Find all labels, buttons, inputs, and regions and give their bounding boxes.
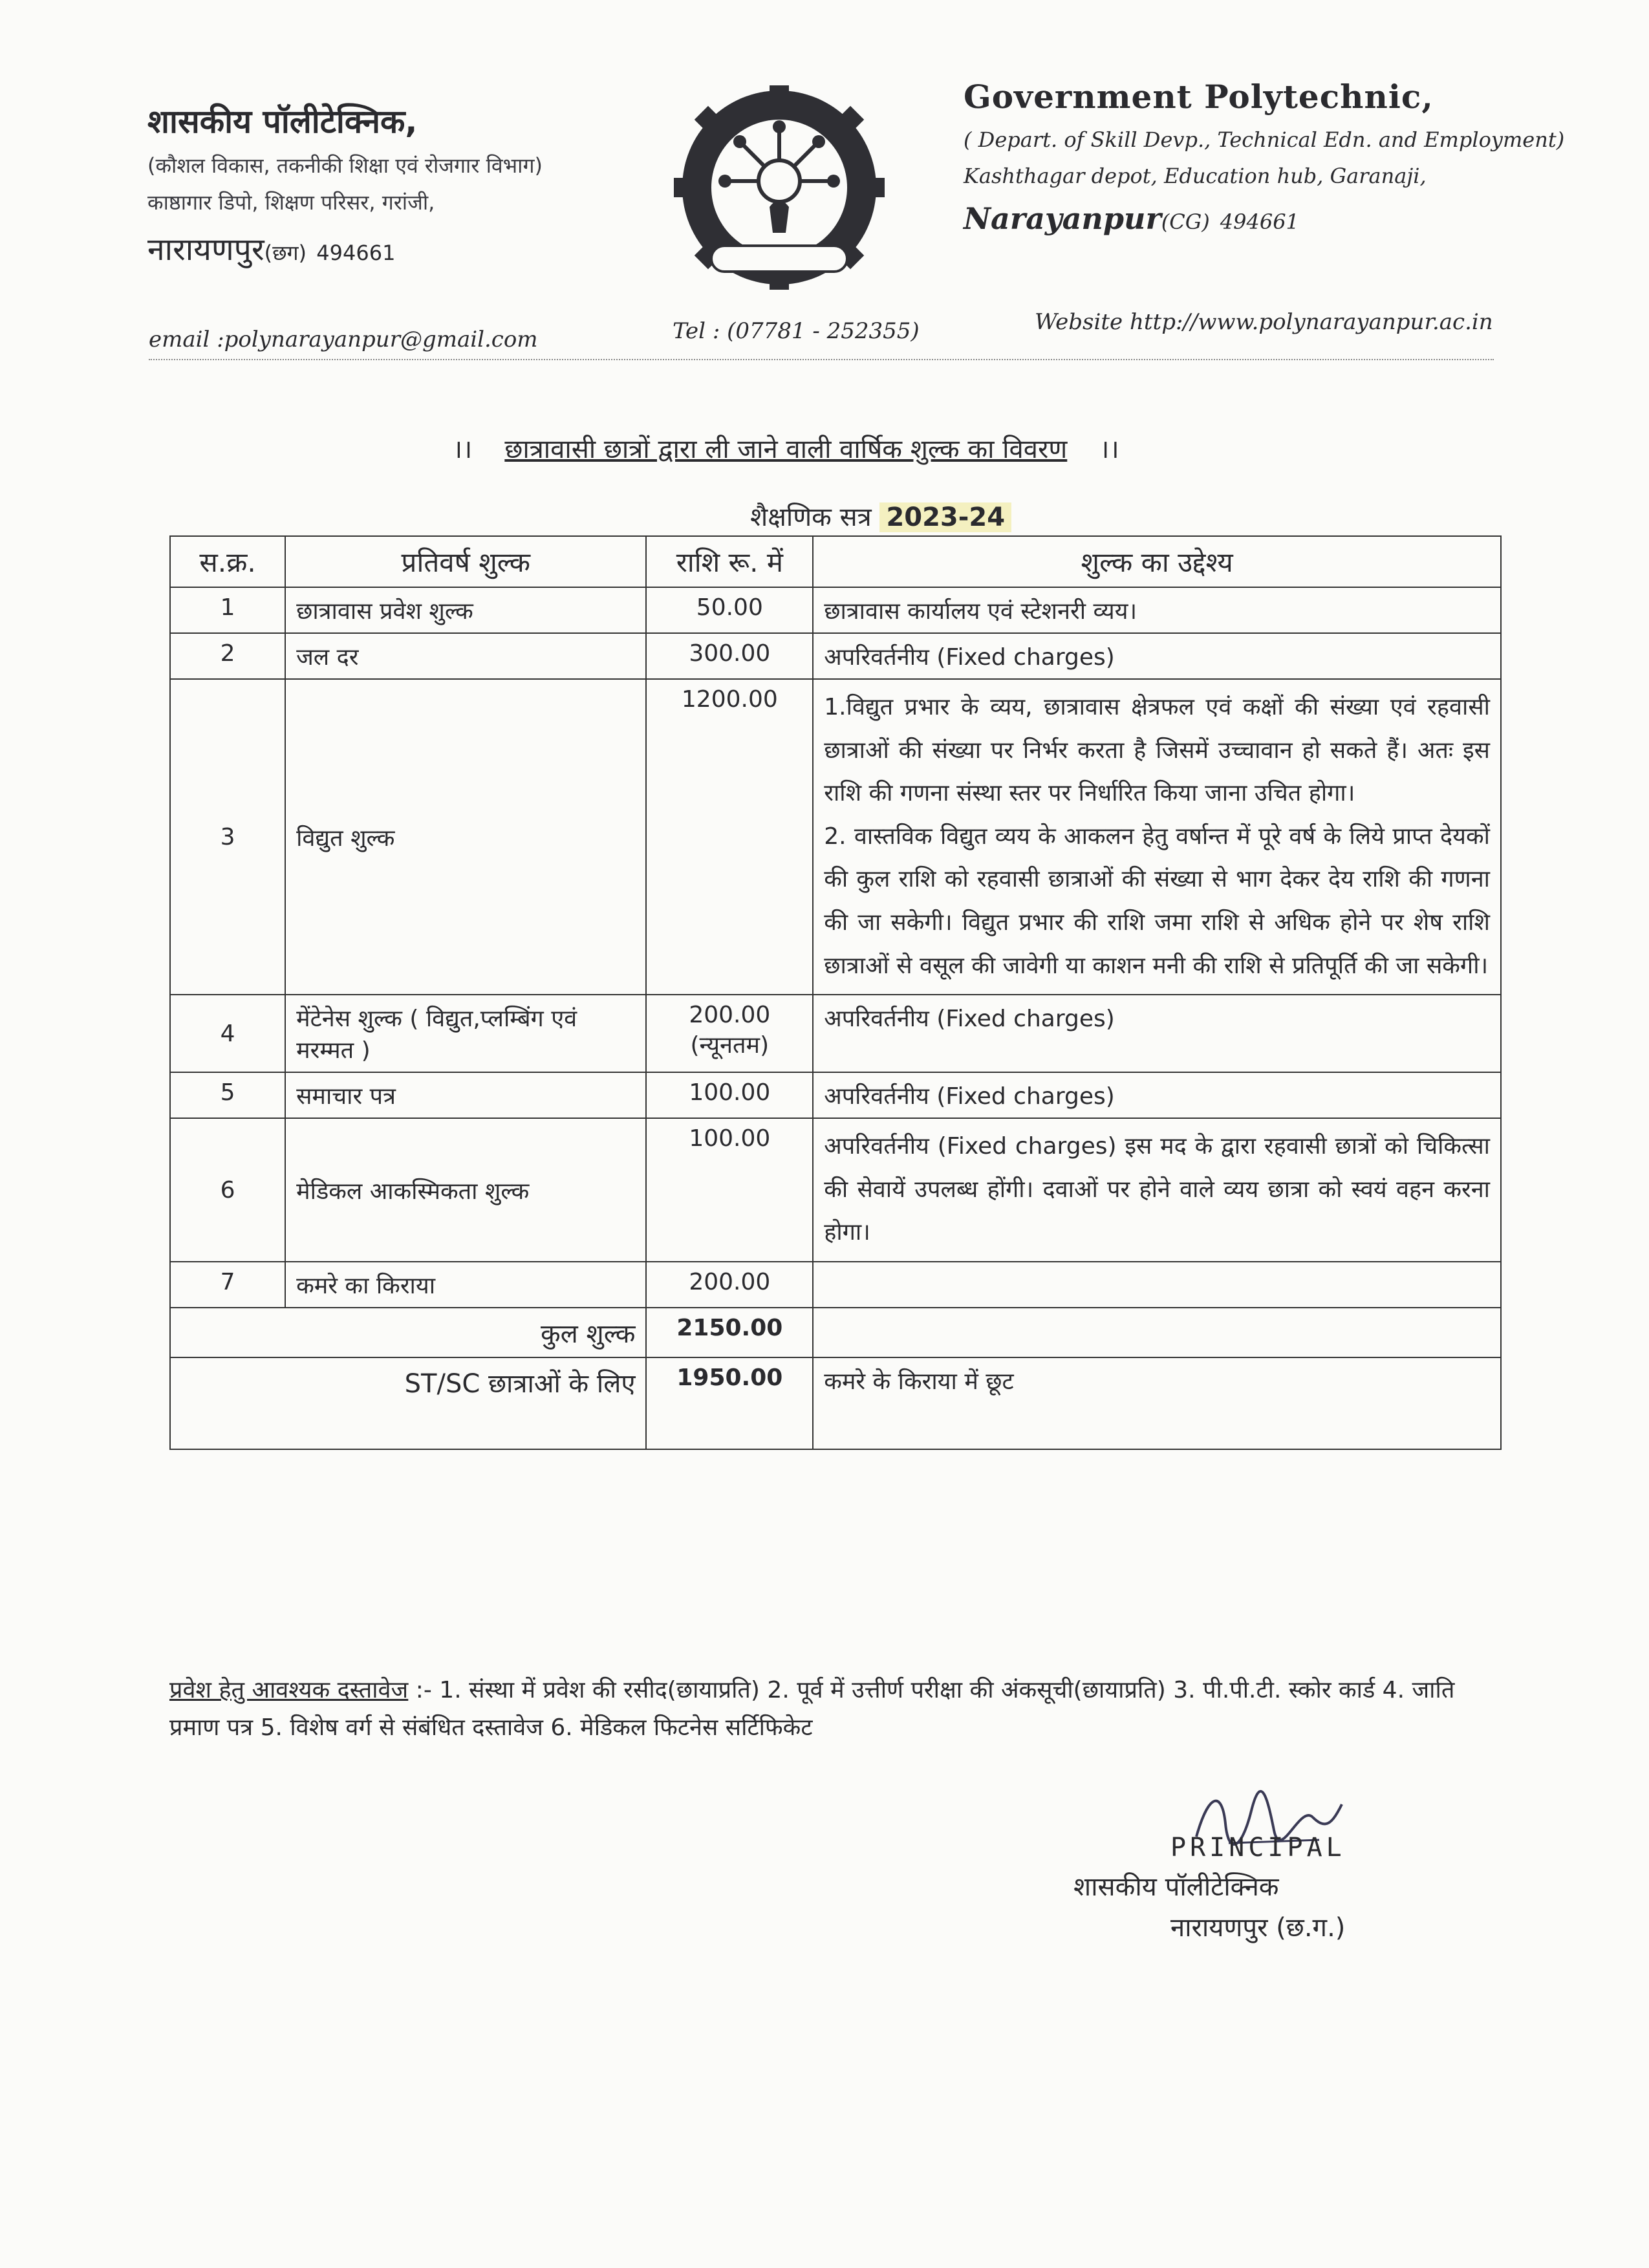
address-english: Kashthagar depot, Education hub, Garanaji, (964, 164, 1427, 188)
row-purpose (813, 1262, 1501, 1308)
institute-name-hindi: शासकीय पॉलीटेक्निक, (147, 103, 418, 140)
column-header-fee: प्रतिवर्ष शुल्क (285, 536, 646, 587)
table-row (170, 587, 1501, 633)
row-purpose: अपरिवर्तनीय (Fixed charges) इस मद के द्वारा रहवासी छात्रों को चिकित्सा की सेवायें उपलब्ध होंगी। दवाओं पर होने वाले व्यय छात्रा को स्वयं वहन करना होगा। (813, 1118, 1501, 1262)
row-purpose: अपरिवर्तनीय (Fixed charges) (813, 995, 1501, 1072)
row-fee-name: छात्रावास प्रवेश शुल्क (285, 587, 646, 633)
amount-note: (न्यूनतम) (690, 1032, 770, 1059)
header-english (964, 78, 1623, 236)
required-documents (169, 1672, 1502, 1746)
table-row (170, 633, 1501, 679)
total-label: कुल शुल्क (170, 1308, 646, 1357)
row-serial: 2 (170, 633, 285, 679)
row-serial: 1 (170, 587, 285, 633)
amount-value: 200.00 (689, 1002, 771, 1029)
row-serial: 4 (170, 995, 285, 1072)
row-purpose (813, 679, 1501, 995)
stsc-amount: 1950.00 (646, 1357, 813, 1449)
stsc-label: ST/SC छात्राओं के लिए (170, 1357, 646, 1449)
city-stamp: नारायणपुर (छ.ग.) (1170, 1913, 1346, 1943)
table-row (170, 1072, 1501, 1118)
address-hindi: काष्ठागार डिपो, शिक्षण परिसर, गरांजी, (147, 190, 435, 215)
column-header-amount: राशि रू. में (646, 536, 813, 587)
row-fee-name: मेंटेनेस शुल्क ( विद्युत,प्लम्बिंग एवं मरम्मत ) (285, 995, 646, 1072)
column-header-serial: स.क्र. (170, 536, 285, 587)
electricity-note-2: 2. वास्तविक विद्युत व्यय के आकलन हेतु वर्षान्त में पूरे वर्ष के लिये प्राप्त देयकों की कुल राशि को रहवासी छात्राओं की संख्या से भाग देकर देय राशि की गणना की जा सकेगी। विद्युत प्रभार की राशि जमा राशि से अधिक होने पर शेष राशि छात्राओं से वसूल की जावेगी या काशन मनी की राशि से प्रतिपूर्ति की जा सकेगी। (824, 823, 1490, 979)
institute-stamp: शासकीय पॉलीटेक्निक (1073, 1872, 1279, 1902)
row-fee-name: कमरे का किराया (285, 1262, 646, 1308)
fee-table (169, 535, 1502, 1450)
electricity-note-1: 1.विद्युत प्रभार के व्यय, छात्रावास क्षेत्रफल एवं कक्षों की संख्या एवं रहवासी छात्राओं की संख्या पर निर्भर करता है जिसमें उच्चावान हो सकते हैं। अतः इस राशि की गणना संस्था स्तर पर निर्धारित किया जाना उचित होगा। (824, 694, 1490, 807)
city-english: Narayanpur(CG) 494661 (964, 201, 1299, 236)
row-purpose: अपरिवर्तनीय (Fixed charges) (813, 1072, 1501, 1118)
principal-stamp: PRINCIPAL (1170, 1833, 1346, 1863)
total-amount: 2150.00 (646, 1308, 813, 1357)
row-serial: 3 (170, 679, 285, 995)
row-purpose: छात्रावास कार्यालय एवं स्टेशनरी व्यय। (813, 587, 1501, 633)
academic-session: शैक्षणिक सत्र 2023-24 (750, 498, 1011, 534)
table-row (170, 679, 1501, 995)
row-serial: 5 (170, 1072, 285, 1118)
institute-name-english: Government Polytechnic, (964, 78, 1434, 116)
row-serial: 6 (170, 1118, 285, 1262)
department-hindi: (कौशल विकास, तकनीकी शिक्षा एवं रोजगार विभाग) (147, 153, 543, 178)
header-hindi (147, 98, 665, 270)
row-amount: 100.00 (646, 1072, 813, 1118)
row-purpose: अपरिवर्तनीय (Fixed charges) (813, 633, 1501, 679)
column-header-purpose: शुल्क का उद्देश्य (813, 536, 1501, 587)
row-amount: 100.00 (646, 1118, 813, 1262)
row-fee-name: मेडिकल आकस्मिकता शुल्क (285, 1118, 646, 1262)
signature-block (1073, 1785, 1526, 1944)
row-amount (646, 995, 813, 1072)
department-english: ( Depart. of Skill Devp., Technical Edn. and Employment) (964, 127, 1565, 152)
documents-list: :- 1. संस्था में प्रवेश की रसीद(छायाप्रति) 2. पूर्व में उत्तीर्ण परीक्षा की अंकसूची(छायाप्रति) 3. पी.पी.टी. स्कोर कार्ड 4. जाति प्रमाण पत्र 5. विशेष वर्ग से संबंधित दस्तावेज 6. मेडिकल फिटनेस सर्टिफिकेट (169, 1677, 1455, 1741)
table-row (170, 1118, 1501, 1262)
telephone-number: Tel : (07781 - 252355) (673, 318, 920, 344)
table-row (170, 995, 1501, 1072)
institution-seal-icon (673, 84, 886, 297)
row-fee-name: विद्युत शुल्क (285, 679, 646, 995)
header-divider (149, 359, 1494, 360)
email-link[interactable]: email :polynarayanpur@gmail.com (149, 327, 538, 352)
document-title: ।। छात्रावासी छात्रों द्वारा ली जाने वाली वार्षिक शुल्क का विवरण ।। (453, 435, 1119, 464)
row-fee-name: समाचार पत्र (285, 1072, 646, 1118)
row-fee-name: जल दर (285, 633, 646, 679)
row-amount: 1200.00 (646, 679, 813, 995)
table-row (170, 1262, 1501, 1308)
stsc-note: कमरे के किराया में छूट (813, 1357, 1501, 1449)
total-row (170, 1308, 1501, 1357)
documents-label: प्रवेश हेतु आवश्यक दस्तावेज (169, 1677, 409, 1703)
row-amount: 300.00 (646, 633, 813, 679)
row-amount: 50.00 (646, 587, 813, 633)
row-amount: 200.00 (646, 1262, 813, 1308)
website-link[interactable]: Website http://www.polynarayanpur.ac.in (1035, 309, 1493, 335)
total-purpose (813, 1308, 1501, 1357)
city-hindi: नारायणपुर(छग) 494661 (147, 232, 396, 268)
stsc-row (170, 1357, 1501, 1449)
row-serial: 7 (170, 1262, 285, 1308)
table-header-row (170, 536, 1501, 587)
